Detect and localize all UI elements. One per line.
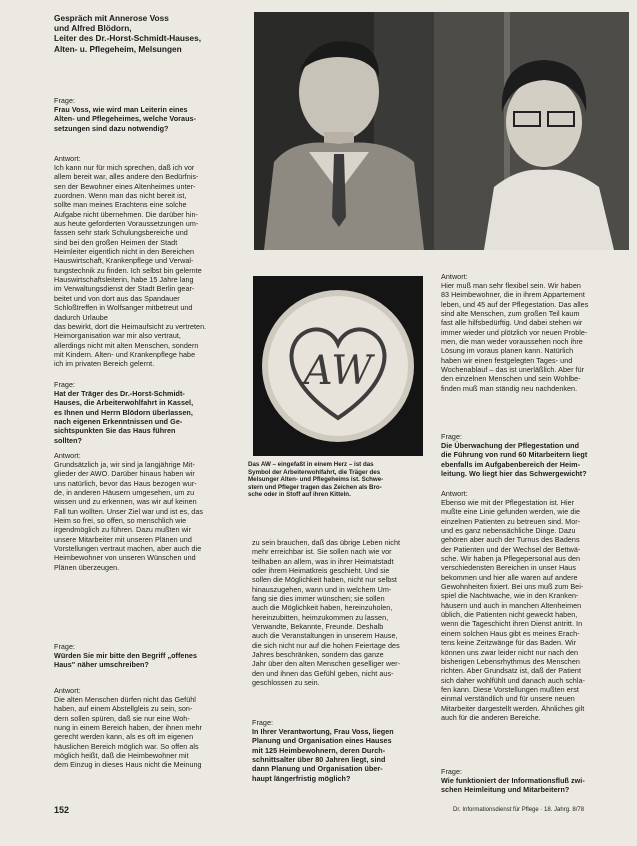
portrait-illustration [254,12,629,250]
answer-label: Antwort: [54,686,81,695]
question-label: Frage: [441,767,463,776]
body-text: zu sein brauchen, daß das übrige Leben nicht mehr erreichbar ist. Sie sollen nach wie vor teilhaben an allem, was in ihrer Heimatstadt oder ihrem Heimatkreis geschieht. Und sie sollen die Möglichkeit haben, nicht nur selbst hinauszugehen, wann und in welchem Um- fang sie dies immer wünschen; sie sollen auch die Möglichkeit haben, hereinzuholen, hereinzubitten, heimzukommen zu lassen, Verwandte, Bekannte, Freunde. Deshalb auch die Veranstaltungen in unserem Hause, die sich nicht nur auf die hohen Feiertage des Jahres beschränken, sondern das ganze Jahr über den alten Menschen geselliger wer- den und ihnen das Gefühl geben, nicht aus- geschlossen zu sein. [252,538,401,688]
image-caption: Das AW – eingefaßt in einem Herz – ist das Symbol der Arbeiterwohlfahrt, die Träger des Melsunger Alten- und Pflegeheims ist. Schwe- stern und Pfleger tragen das Zeichen als Bro- sche oder in Stoff auf ihren Kitteln. [248,461,384,499]
question-text: Würden Sie mir bitte den Begriff „offenes Haus" näher umschreiben? [54,651,198,670]
answer-text: Ebenso wie mit der Pflegestation ist. Hier mußte eine Linie gefunden werden, wie die einzelnen Patienten zu betreuen sind. Mor- und es ganz nebensächliche Dinge. Dazu gehören aber auch der Turnus des Badens der Patienten und der Wechsel der Bettwä- sche. Wir haben ja Pflegepersonal aus den verschiedensten Bereichen in unser Haus bekommen und hier alle waren auf andere Gewohnheiten fixiert. Bei uns muß zum Bei- spiel die Nachtwache, wie in den Kranken- häusern und auch in manchen Altenheimen üblich, die Patienten nicht geweckt haben, wenn die Tageschicht ihren Dienst antritt. In einem solchen Haus gibt es meines Erach- tens keine Zeitzwänge für das Baden. Wir können uns zwar leider nicht nur nach den bisherigen Lebensrhythmus des Menschen richten. Aber Grundsatz ist, daß der Patient sich daher wohlfühlt und danach auch schla- fen kann. Diese Vorstellungen mußten erst einmal verständlich und für unsere neuen Mitarbeiter dargestellt werden. Ähnliches gilt auch für die anderen Bereiche. [441,498,585,722]
heart-emblem-icon [253,276,423,456]
question-text: Wie funktioniert der Informationsfluß zwi- schen Heimleitung und Mitarbeitern? [441,776,585,795]
question-label: Frage: [54,380,76,389]
emblem-letters: AW [303,348,373,394]
question-text: In Ihrer Verantwortung, Frau Voss, liegen Planung und Organisation eines Hauses mit 125 Heimbewohnern, deren Durch- schnittsalter über 80 Jahren liegt, sind dann Planung und Organisation über- haupt längerfristig möglich? [252,727,394,783]
aw-emblem-photo [253,276,423,456]
portrait-photo [254,12,629,250]
question-text: Frau Voss, wie wird man Leiterin eines Alten- und Pflegeheimes, welche Voraus- setzungen sind dazu notwendig? [54,105,197,133]
question-text: Die Überwachung der Pflegestation und die Führung von rund 60 Mitarbeitern liegt ebenfalls im Aufgabenbereich der Heim- leitung. Wo liegt hier das Schwergewicht? [441,441,588,479]
page-number: 152 [54,805,70,815]
question-label: Frage: [54,96,76,105]
answer-label: Antwort: [441,489,468,498]
question-text: Hat der Träger des Dr.-Horst-Schmidt- Hauses, die Arbeiterwohlfahrt in Kassel, es Ihnen und Herrn Blödorn überlassen, nach eigenen Erkenntnissen und Ge- sichtspunkten Sie das Haus führen sollten? [54,389,194,445]
answer-text: Ich kann nur für mich sprechen, daß ich vor allem bereit war, alles andere den Bedürfnis- sen der Bewohner eines Altenheimes unter- zuordnen. Wenn man das nicht bereit ist, sollte man meines Erachtens eine solche Aufgabe nicht übernehmen. Die darüber hin- aus heute geforderten Voraussetzungen um- fassen sehr stark Schulungsbereiche und sind bei den großen Heimen der Stadt Heimleiter eigentlich nicht in den Bereichen Hauswirtschaft, Krankenpflege und Verwal- tungstechnik zu finden. Ich selbst bin gelernte Hauswirtschaftsleiterin, habe 15 Jahre lang im Verwaltungsdienst der Stadt Berlin gear- beitet und von dort aus das Spandauer Schloßtreffen in Wolfsanger mitbetreut und dadurch Urlaube das bewirkt, dort die Heimaufsicht zu vertreten. Heimorganisation war mir also vertraut, allerdings nicht mit alten Menschen, sondern mit Kindern. Alten- und Krankenpflege habe ich im privaten Bereich gelernt. [54,163,207,369]
answer-text: Die alten Menschen dürfen nicht das Gefühl haben, auf einem Abstellgleis zu sein, son- dern sollen spüren, daß sie nur eine Woh- nung in einem Bereich haben, der ihnen mehr gerecht werden kann, als es oft im eigenen häuslichen Bereich möglich war. So offen als möglich heißt, daß die Heimbewohner mit dem Einzug in dieses Haus nicht die Meinung [54,695,202,770]
question-label: Frage: [441,432,463,441]
question-label: Frage: [252,718,274,727]
answer-label: Antwort: [441,272,468,281]
footer-text: Dr. Informationsdienst für Pflege · 18. Jahrg. 8/78 [453,807,585,813]
question-label: Frage: [54,642,76,651]
answer-text: Grundsätzlich ja, wir sind ja langjährige Mit- glieder der AWO. Darüber hinaus haben wir uns natürlich, bevor das Haus bezogen wur- de, in anderen Häusern umgesehen, um zu wissen und zu erkennen, was wir auf keinen Fall tun wollten. Unser Ziel war und ist es, das Heim so frei, so offen, so menschlich wie irgendmöglich zu führen. Dazu mußten wir unsere Mitarbeiter mit unseren Plänen und Vorstellungen vertraut machen, aber auch die Heimbewohner von unseren Wünschen und Plänen überzeugen. [54,460,204,572]
article-header: Gespräch mit Annerose Voss und Alfred Blödorn, Leiter des Dr.-Horst-Schmidt-Hauses, Alten- u. Pflegeheim, Melsungen [54,13,202,54]
answer-label: Antwort: [54,154,81,163]
answer-label: Antwort: [54,451,81,460]
answer-text: Hier muß man sehr flexibel sein. Wir haben 83 Heimbewohner, die in ihrem Appartement leben, und 45 auf der Pflegestation. Das alles sind alte Menschen, zum großen Teil kaum fast alle hilfsbedürftig. Und dabei stehen wir immer wieder und plötzlich vor neuen Proble- men, die man weder voraussehen noch ihre Lösung im voraus planen kann. Natürlich haben wir einen festgelegten Tages- und Wochenablauf – das ist unerläßlich. Aber für den einzelnen Menschen und sein Wohlbe- finden muß man ständig neu nachdenken. [441,281,589,393]
